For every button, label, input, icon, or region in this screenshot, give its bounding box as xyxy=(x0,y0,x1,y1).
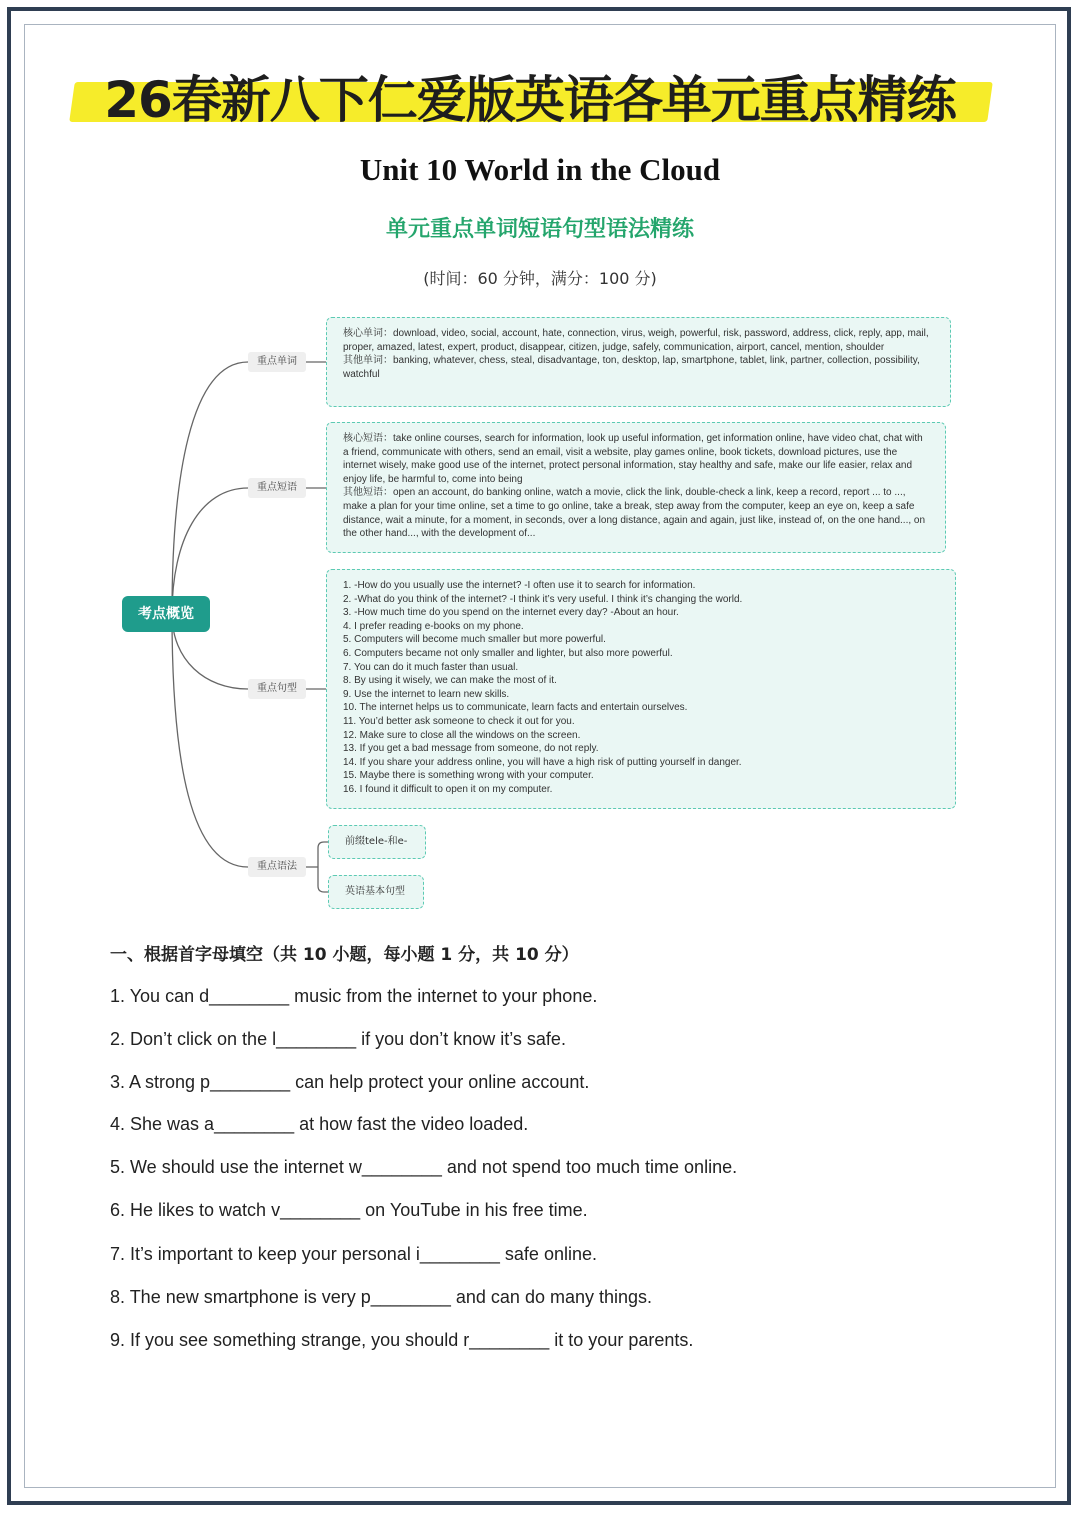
section-heading: 一、根据首字母填空（共 10 小题，每小题 1 分，共 10 分） xyxy=(110,945,579,965)
question-item: 8. The new smartphone is very p________ and can do many things. xyxy=(110,1287,653,1307)
sentence-item: 3. -How much time do you spend on the internet every day? -About an hour. xyxy=(343,607,679,619)
question-item: 3. A strong p________ can help protect your online account. xyxy=(110,1072,590,1092)
mindmap-root: 考点概览 xyxy=(122,596,210,632)
sentence-item: 16. I found it difficult to open it on my computer. xyxy=(343,783,553,795)
core-phrases: 核心短语：take online courses, search for information, look up useful information, get information online, have video chat, chat with a friend, communicate with others, send an email, visit a website, play games online, book tickets, download pictures, use the internet wisely, make good use of the internet, protect personal information, stay healthy and safe, make our life easier, relax and enjoy life, be harmful to, come into being xyxy=(343,433,923,485)
sentence-item: 7. You can do it much faster than usual. xyxy=(343,661,519,673)
sentence-item: 8. By using it wisely, we can make the most of it. xyxy=(343,675,557,687)
sentence-item: 11. You’d better ask someone to check it out for you. xyxy=(343,715,575,727)
vocab-box xyxy=(326,317,951,407)
subtitle: 单元重点单词短语句型语法精练 xyxy=(385,217,694,242)
branch-vocab: 重点单词 xyxy=(248,352,306,372)
other-words: 其他单词：banking, whatever, chess, steal, disadvantage, ton, desktop, lap, smartphone, tablet, link, partner, collection, possibility, watchful xyxy=(343,355,920,380)
other-phrases: 其他短语：open an account, do banking online, watch a movie, click the link, double-check a link, keep a record, report ... to ..., make a plan for your time online, set a time to go online, take a break, step away from the computer, keep an eye on, keep a safe distance, wait a minute, for a moment, in seconds, over a long distance, again and again, just like, instead of, on the one hand..., on the other hand..., with the development of... xyxy=(343,487,926,540)
phrases-box xyxy=(326,422,946,553)
sentence-item: 5. Computers will become much smaller but more powerful. xyxy=(343,634,606,646)
time-info: (时间：60 分钟，满分：100 分) xyxy=(423,269,657,288)
unit-title: Unit 10 World in the Cloud xyxy=(359,152,721,187)
grammar-item-sentence-patterns: 英语基本句型 xyxy=(328,875,424,909)
question-item: 5. We should use the internet w________ and not spend too much time online. xyxy=(110,1157,738,1177)
question-item: 7. It’s important to keep your personal i________ safe online. xyxy=(110,1244,597,1264)
sentence-item: 9. Use the internet to learn new skills. xyxy=(343,688,510,700)
sentence-item: 6. Computers became not only smaller and lighter, but also more powerful. xyxy=(343,647,673,659)
sentence-item: 15. Maybe there is something wrong with your computer. xyxy=(343,770,594,782)
sentence-item: 2. -What do you think of the internet? -I think it’s very useful. I think it’s changing the world. xyxy=(343,593,743,605)
sentence-item: 12. Make sure to close all the windows on the screen. xyxy=(343,729,581,741)
question-item: 2. Don’t click on the l________ if you don’t know it’s safe. xyxy=(110,1029,566,1049)
question-item: 9. If you see something strange, you should r________ it to your parents. xyxy=(110,1330,694,1350)
sentence-item: 1. -How do you usually use the internet? -I often use it to search for information. xyxy=(343,580,696,591)
sentence-item: 4. I prefer reading e-books on my phone. xyxy=(343,620,524,632)
grammar-item-prefix: 前缀tele-和e- xyxy=(328,825,426,859)
sentence-item: 14. If you share your address online, you will have a high risk of putting yourself in danger. xyxy=(343,756,742,768)
banner-title: 26春新八下仁爱版英语各单元重点精练 xyxy=(104,71,956,129)
branch-phrases: 重点短语 xyxy=(248,478,306,498)
question-item: 6. He likes to watch v________ on YouTube in his free time. xyxy=(110,1200,588,1220)
sentence-item: 10. The internet helps us to communicate, learn facts and entertain ourselves. xyxy=(343,702,688,714)
sentences-box xyxy=(326,569,956,809)
question-item: 1. You can d________ music from the internet to your phone. xyxy=(110,986,598,1006)
core-words: 核心单词：download, video, social, account, hate, connection, virus, weigh, powerful, risk, password, address, click, reply, app, mail, proper, amazed, latest, expert, product, disappear, citizen, judge, safely, communication, airport, cancel, mention, shoulder xyxy=(343,328,929,353)
branch-grammar: 重点语法 xyxy=(248,857,306,877)
branch-sentences: 重点句型 xyxy=(248,679,306,699)
question-item: 4. She was a________ at how fast the video loaded. xyxy=(110,1114,529,1134)
sentence-item: 13. If you get a bad message from someone, do not reply. xyxy=(343,743,599,755)
